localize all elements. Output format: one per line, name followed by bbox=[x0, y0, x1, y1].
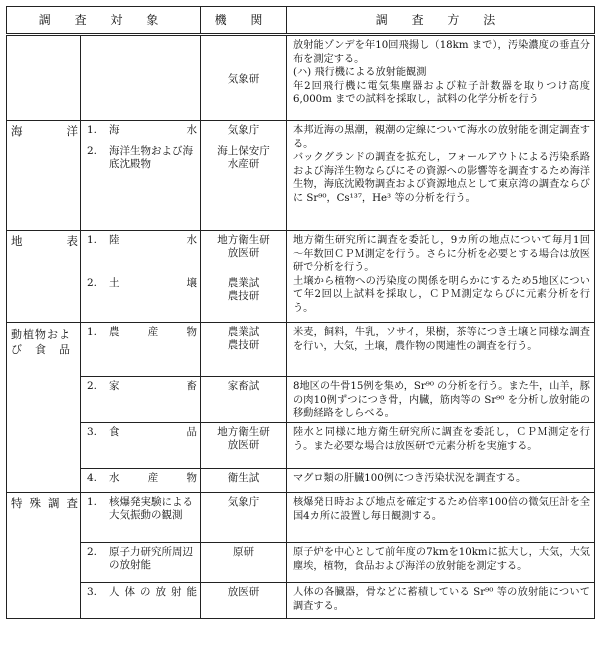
item-number: 1. bbox=[87, 124, 98, 136]
item-line bbox=[87, 326, 197, 339]
item-cell bbox=[81, 543, 201, 583]
item-label: 海水 bbox=[109, 124, 197, 136]
item-line bbox=[87, 426, 197, 439]
item-number: 4. bbox=[87, 472, 98, 484]
item-number: 2. bbox=[87, 380, 98, 392]
method-text: 米麦，飼料，牛乳，ソサイ，果樹，茶等につき土壌と同様な調査を行い，大気，土壌，農作物の関連性の調査を行う。 bbox=[293, 327, 590, 352]
agency-name: 地方衛生研 bbox=[217, 426, 270, 438]
table-row bbox=[7, 231, 595, 323]
category-cell bbox=[7, 493, 81, 619]
table-row bbox=[7, 121, 595, 231]
item-label: 農産物 bbox=[109, 326, 197, 338]
agency-cell bbox=[201, 35, 287, 121]
agency-name: 気象研 bbox=[227, 73, 260, 85]
item-number: 2. bbox=[87, 546, 98, 558]
agency-name: 放医研 bbox=[227, 439, 260, 451]
method-cell bbox=[287, 35, 595, 121]
item-number: 2. bbox=[87, 277, 98, 289]
agency-cell bbox=[201, 323, 287, 377]
table-row bbox=[7, 423, 595, 469]
header-target: 調 査 対 象 bbox=[7, 7, 201, 35]
item-line bbox=[87, 472, 197, 485]
method-text: 地方衛生研究所に調査を委託し，9カ所の地点について毎月1回～年数回ＣＰＭ測定を行う。さらに分析を必要とする場合は放医研で分析を行う。 土壌から植物への汚染度の関係を明らかにするため5地区について年2回以上試料を採取し，ＣＰＭ測定ならびに元素分析を行う。 bbox=[293, 235, 590, 314]
header-agency: 機 関 bbox=[201, 7, 287, 35]
agency-cell bbox=[201, 121, 287, 231]
item-cell bbox=[81, 469, 201, 493]
survey-table bbox=[6, 6, 595, 619]
agency-name: 農業試 bbox=[227, 277, 260, 289]
item-cell bbox=[81, 121, 201, 231]
agency-name: 気象庁 bbox=[227, 124, 260, 136]
item-cell bbox=[81, 377, 201, 423]
category-label: 海洋 bbox=[11, 124, 78, 138]
table-row bbox=[7, 469, 595, 493]
header-row bbox=[7, 7, 595, 35]
item-line bbox=[87, 496, 197, 522]
item-label: 核爆発実験による大気振動の観測 bbox=[109, 496, 193, 521]
item-label: 陸水 bbox=[109, 234, 197, 246]
item-cell bbox=[81, 35, 201, 121]
item-number: 3. bbox=[87, 586, 98, 598]
table-row bbox=[7, 543, 595, 583]
table-row bbox=[7, 323, 595, 377]
table-row bbox=[7, 583, 595, 619]
category-cell bbox=[7, 323, 81, 493]
table-row bbox=[7, 35, 595, 121]
agency-name: 農技研 bbox=[227, 339, 260, 351]
category-label: 特殊調査 bbox=[11, 496, 78, 510]
agency-name: 衛生試 bbox=[227, 472, 260, 484]
agency-cell bbox=[201, 493, 287, 543]
item-line bbox=[87, 277, 197, 290]
item-label: 人体の放射能 bbox=[109, 586, 197, 598]
method-cell bbox=[287, 469, 595, 493]
agency-name: 農技研 bbox=[227, 290, 260, 302]
method-cell bbox=[287, 231, 595, 323]
method-text: 放射能ゾンデを年10回飛揚し（18km まで），汚染濃度の垂直分布を測定する。 (ハ) 飛行機による放射能観測 年2回飛行機に電気集塵器および粒子計数器を取りつけ高度 6,000m までの試料を採取し，試料の化学分析を行う bbox=[293, 40, 590, 105]
item-label: 水産物 bbox=[109, 472, 197, 484]
agency-name: 放医研 bbox=[227, 586, 260, 598]
item-cell bbox=[81, 423, 201, 469]
agency-cell bbox=[201, 377, 287, 423]
item-number: 1. bbox=[87, 326, 98, 338]
agency-name: 原研 bbox=[233, 546, 254, 558]
method-text: 本邦近海の黒潮，親潮の定線について海水の放射能を測定調査する。 バックグランドの調査を拡充し，フォールアウトによる汚染系路および海洋生物ならびにその資源への影響等を調査するため海洋生物，海底沈殿物調査および資源地点として東京湾の調査ならびに Sr⁹⁰，Cs¹³⁷，He³ 等の分析を行う。 bbox=[293, 125, 590, 204]
table-row bbox=[7, 377, 595, 423]
item-label: 土壌 bbox=[109, 277, 197, 289]
agency-cell bbox=[201, 231, 287, 323]
method-text: マグロ類の肝臓100例につき汚染状況を調査する。 bbox=[293, 473, 527, 484]
category-cell bbox=[7, 231, 81, 323]
item-cell bbox=[81, 493, 201, 543]
agency-cell bbox=[201, 543, 287, 583]
method-cell bbox=[287, 377, 595, 423]
item-label: 家畜 bbox=[109, 380, 197, 392]
method-text: 人体の各臓器，骨などに蓄積している Sr⁹⁰ 等の放射能について調査する。 bbox=[293, 587, 590, 612]
item-cell bbox=[81, 323, 201, 377]
item-label: 原子力研究所周辺の放射能 bbox=[109, 546, 193, 571]
item-label: 海洋生物および海底沈殿物 bbox=[109, 145, 193, 170]
method-text: 核爆発日時および地点を確定するため倍率100倍の微気圧計を全国4カ所に設置し毎日観測する。 bbox=[293, 497, 590, 522]
method-cell bbox=[287, 423, 595, 469]
method-cell bbox=[287, 121, 595, 231]
agency-name: 海上保安庁 bbox=[217, 145, 270, 157]
agency-cell bbox=[201, 583, 287, 619]
item-line bbox=[87, 124, 197, 137]
agency-name: 放医研 bbox=[227, 247, 260, 259]
agency-cell bbox=[201, 423, 287, 469]
method-cell bbox=[287, 583, 595, 619]
category-label: 動植物および食品 bbox=[11, 328, 70, 356]
item-label: 食品 bbox=[109, 426, 197, 438]
category-cell bbox=[7, 121, 81, 231]
method-cell bbox=[287, 493, 595, 543]
agency-cell bbox=[201, 469, 287, 493]
item-line bbox=[87, 380, 197, 393]
item-line bbox=[87, 586, 197, 599]
method-text: 陸水と同様に地方衛生研究所に調査を委託し，ＣＰＭ測定を行う。また必要な場合は放医研で元素分析を実施する。 bbox=[293, 427, 590, 452]
item-number: 3. bbox=[87, 426, 98, 438]
table-row bbox=[7, 493, 595, 543]
item-number: 1. bbox=[87, 496, 98, 508]
method-cell bbox=[287, 543, 595, 583]
item-line bbox=[87, 546, 197, 572]
item-line bbox=[87, 145, 197, 171]
method-text: 原子炉を中心として前年度の7kmを10kmに拡大し，大気，大気塵埃，植物，食品および海洋の放射能を測定する。 bbox=[293, 547, 590, 572]
agency-name: 水産研 bbox=[227, 158, 260, 170]
agency-name: 農業試 bbox=[227, 326, 260, 338]
category-label: 地表 bbox=[11, 234, 78, 248]
item-number: 1. bbox=[87, 234, 98, 246]
agency-name: 家畜試 bbox=[227, 380, 260, 392]
item-cell bbox=[81, 231, 201, 323]
header-method: 調 査 方 法 bbox=[287, 7, 595, 35]
agency-name: 地方衛生研 bbox=[217, 234, 270, 246]
method-text: 8地区の牛骨15例を集め，Sr⁹⁰ の分析を行う。また牛，山羊，豚の肉10例ずつにつき骨，内臓，筋肉等の Sr⁹⁰ を分析し放射能の移動経路をしらべる。 bbox=[293, 381, 590, 419]
agency-name: 気象庁 bbox=[227, 496, 260, 508]
item-number: 2. bbox=[87, 145, 98, 157]
item-cell bbox=[81, 583, 201, 619]
method-cell bbox=[287, 323, 595, 377]
category-cell bbox=[7, 35, 81, 121]
item-line bbox=[87, 234, 197, 247]
